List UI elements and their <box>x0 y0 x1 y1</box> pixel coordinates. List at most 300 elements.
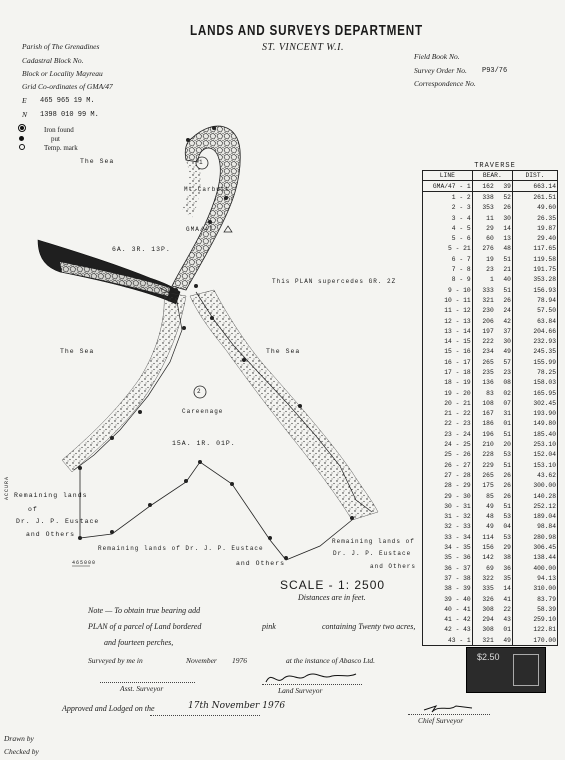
traverse-distance: 261.51 <box>512 192 557 203</box>
traverse-distance: 170.00 <box>512 635 557 646</box>
traverse-distance: 83.79 <box>512 594 557 604</box>
traverse-bearing-min: 40 <box>503 276 511 284</box>
approved-label: Approved and Lodged on the <box>62 704 155 713</box>
traverse-bearing-min: 13 <box>503 235 511 243</box>
legend-put: put <box>18 135 78 144</box>
traverse-bearing-deg: 228 <box>482 451 494 459</box>
traverse-bearing-deg: 11 <box>486 214 494 222</box>
traverse-bearing-deg: 234 <box>482 348 494 356</box>
traverse-bearing-deg: 167 <box>482 410 494 418</box>
survey-point <box>184 479 188 483</box>
table-row <box>423 501 558 511</box>
table-row <box>423 223 558 233</box>
survey-point <box>224 196 228 200</box>
traverse-distance: 310.00 <box>512 584 557 594</box>
traverse-distance: 29.40 <box>512 233 557 243</box>
traverse-line: 14 - 15 <box>423 336 473 346</box>
traverse-bearing-min: 26 <box>503 204 511 212</box>
traverse-distance: 259.10 <box>512 614 557 624</box>
traverse-bearing-deg: 60 <box>486 235 494 243</box>
traverse-line: 4 - 5 <box>423 223 473 233</box>
traverse-line: 17 - 18 <box>423 367 473 377</box>
traverse-distance: 353.28 <box>512 275 557 285</box>
survey-order-line: Survey Order No. <box>414 66 467 75</box>
traverse-bearing-deg: 83 <box>486 389 494 397</box>
mt-carbutt-label: Mt.Carbutt <box>184 186 231 193</box>
table-row <box>423 512 558 522</box>
legend-iron-found: Iron found <box>18 124 78 135</box>
survey-year: 1976 <box>232 656 247 665</box>
traverse-bearing-min: 51 <box>503 502 511 510</box>
traverse-distance: 280.98 <box>512 532 557 542</box>
traverse-distance: 191.75 <box>512 264 557 274</box>
traverse-line: 12 - 13 <box>423 316 473 326</box>
traverse-distance: 78.94 <box>512 295 557 305</box>
traverse-distance: 19.87 <box>512 223 557 233</box>
survey-point <box>198 460 202 464</box>
traverse-bearing-min: 49 <box>503 348 511 356</box>
traverse-distance: 117.65 <box>512 244 557 254</box>
survey-point <box>210 316 214 320</box>
col-line: LINE <box>423 171 473 181</box>
northing-value: 1398 010 99 M. <box>40 111 99 119</box>
gma-triangle-icon <box>224 226 232 232</box>
traverse-line: 35 - 36 <box>423 553 473 563</box>
traverse-bearing-deg: 136 <box>482 379 494 387</box>
col-distance: DIST. <box>512 171 557 181</box>
traverse-bearing-deg: 48 <box>486 513 494 521</box>
traverse-bearing-min: 14 <box>503 585 511 593</box>
traverse-distance: 185.40 <box>512 429 557 439</box>
traverse-line: 3 - 4 <box>423 213 473 223</box>
traverse-bearing-min: 20 <box>503 441 511 449</box>
careenage-label: Careenage <box>182 408 224 415</box>
traverse-distance: 26.35 <box>512 213 557 223</box>
traverse-bearing-deg: 326 <box>482 595 494 603</box>
survey-point <box>78 466 82 470</box>
traverse-bearing-min: 04 <box>503 523 511 531</box>
correspondence-line: Correspondence No. <box>414 79 476 88</box>
stipple-east-arm <box>190 290 378 520</box>
traverse-bearing-deg: 353 <box>482 204 494 212</box>
traverse-bearing-min: 48 <box>503 245 511 253</box>
traverse-body <box>423 181 558 646</box>
table-row <box>423 347 558 357</box>
rocky-coast-north <box>172 126 240 290</box>
traverse-bearing-deg: 308 <box>482 605 494 613</box>
traverse-distance: 204.66 <box>512 326 557 336</box>
traverse-bearing-deg: 69 <box>486 564 494 572</box>
col-bearing: BEAR. <box>472 171 512 181</box>
easting-value: 465 965 19 M. <box>40 97 95 105</box>
block-line: Block or Locality Mayreau <box>22 69 103 78</box>
traverse-bearing-min: 26 <box>503 296 511 304</box>
remaining-right-2: Dr. J. P. Eustace <box>333 550 412 557</box>
traverse-bearing-deg: 235 <box>482 368 494 376</box>
traverse-bearing-min: 37 <box>503 327 511 335</box>
traverse-bearing-deg: 196 <box>482 430 494 438</box>
traverse-bearing-deg: 49 <box>486 523 494 531</box>
surveyed-by: Surveyed by me in <box>88 656 143 665</box>
traverse-line: 43 - 1 <box>423 635 473 646</box>
traverse-bearing-deg: 229 <box>482 461 494 469</box>
grid-line: Grid Co-ordinates of GMA/47 <box>22 82 113 91</box>
traverse-distance: 253.10 <box>512 439 557 449</box>
survey-point <box>148 503 152 507</box>
table-row <box>423 429 558 439</box>
table-row <box>423 439 558 449</box>
traverse-distance: 156.93 <box>512 285 557 295</box>
traverse-bearing-min: 41 <box>503 595 511 603</box>
traverse-bearing-min: 39 <box>495 181 513 192</box>
traverse-line: 29 - 30 <box>423 491 473 501</box>
table-row <box>423 367 558 377</box>
traverse-bearing-deg: 114 <box>482 533 494 541</box>
traverse-distance: 94.13 <box>512 573 557 583</box>
table-row <box>423 357 558 367</box>
table-row <box>423 584 558 594</box>
traverse-line: GMA/47 - 1 <box>423 181 473 192</box>
table-row <box>423 635 558 646</box>
remaining-left-4: and Others <box>26 531 76 538</box>
traverse-bearing-min: 02 <box>503 389 511 397</box>
table-row <box>423 192 558 203</box>
traverse-line: 38 - 39 <box>423 584 473 594</box>
traverse-distance: 153.10 <box>512 460 557 470</box>
traverse-distance: 252.12 <box>512 501 557 511</box>
table-row <box>423 563 558 573</box>
traverse-bearing-min: 42 <box>503 317 511 325</box>
traverse-bearing-min: 57 <box>503 358 511 366</box>
traverse-grid <box>422 170 558 646</box>
traverse-bearing-min: 30 <box>503 214 511 222</box>
parish-line: Parish of The Grenadines <box>22 42 100 51</box>
traverse-bearing-min: 53 <box>503 533 511 541</box>
traverse-bearing-deg: 222 <box>482 338 494 346</box>
parcel-1-number: 1 <box>199 159 204 166</box>
traverse-bearing-deg: 335 <box>482 585 494 593</box>
traverse-bearing-deg: 186 <box>482 420 494 428</box>
traverse-bearing-min: 53 <box>503 451 511 459</box>
traverse-bearing-deg: 206 <box>482 317 494 325</box>
supercede-note: This PLAN supercedes GR. 2Z <box>272 278 397 285</box>
traverse-bearing-min: 22 <box>503 605 511 613</box>
traverse-line: 5 - 6 <box>423 233 473 243</box>
traverse-distance: 189.04 <box>512 512 557 522</box>
traverse-line: 1 - 2 <box>423 192 473 203</box>
traverse-distance: 63.84 <box>512 316 557 326</box>
traverse-bearing-deg: 294 <box>482 616 494 624</box>
survey-point <box>110 530 114 534</box>
traverse-distance: 58.39 <box>512 604 557 614</box>
traverse-bearing-deg: 156 <box>482 544 494 552</box>
traverse-bearing-min: 24 <box>503 307 511 315</box>
asst-surveyor-line <box>100 682 195 683</box>
traverse-distance: 300.00 <box>512 481 557 491</box>
table-row <box>423 614 558 624</box>
traverse-distance: 663.14 <box>512 181 557 192</box>
traverse-bearing-min: 43 <box>503 616 511 624</box>
survey-order-value: P93/76 <box>482 67 508 75</box>
table-row <box>423 625 558 635</box>
traverse-distance: 152.04 <box>512 450 557 460</box>
traverse-bearing-min: 14 <box>503 224 511 232</box>
traverse-line: 24 - 25 <box>423 439 473 449</box>
table-row <box>423 233 558 243</box>
traverse-line: 6 - 7 <box>423 254 473 264</box>
survey-instance: at the instance of Abasco Ltd. <box>286 656 376 665</box>
traverse-bearing-min: 07 <box>503 399 511 407</box>
traverse-distance: 193.90 <box>512 409 557 419</box>
asst-surveyor-label: Asst. Surveyor <box>120 684 164 693</box>
traverse-bearing-deg: 322 <box>482 574 494 582</box>
traverse-line: 16 - 17 <box>423 357 473 367</box>
parcel-1-area: 6A. 3R. 13P. <box>112 246 171 253</box>
survey-month: November <box>186 656 217 665</box>
note-line-2c: containing Twenty two acres, <box>322 622 416 631</box>
traverse-bearing-deg: 338 <box>482 193 494 201</box>
checked-by-label: Checked by <box>4 747 39 756</box>
traverse-line: 11 - 12 <box>423 306 473 316</box>
traverse-bearing-deg: 230 <box>482 307 494 315</box>
survey-point <box>268 536 272 540</box>
table-row <box>423 264 558 274</box>
table-row <box>423 203 558 213</box>
traverse-bearing-min: 51 <box>503 430 511 438</box>
traverse-bearing-min: 35 <box>503 574 511 582</box>
traverse-bearing-deg: 108 <box>482 399 494 407</box>
table-row <box>423 419 558 429</box>
traverse-line: 10 - 11 <box>423 295 473 305</box>
table-row <box>423 542 558 552</box>
table-row <box>423 254 558 264</box>
traverse-bearing-deg: 23 <box>486 266 494 274</box>
traverse-bearing-deg: 265 <box>482 471 494 479</box>
traverse-bearing-deg: 19 <box>486 255 494 263</box>
traverse-bearing-deg: 85 <box>486 492 494 500</box>
traverse-distance: 400.00 <box>512 563 557 573</box>
survey-point <box>78 536 82 540</box>
traverse-distance: 78.25 <box>512 367 557 377</box>
table-row <box>423 213 558 223</box>
traverse-line: 30 - 31 <box>423 501 473 511</box>
note-line-2b: pink <box>262 622 276 631</box>
traverse-bearing-min: 26 <box>503 492 511 500</box>
survey-point <box>298 404 302 408</box>
traverse-line: 28 - 29 <box>423 481 473 491</box>
survey-point <box>174 288 178 292</box>
survey-point <box>182 326 186 330</box>
traverse-distance: 122.81 <box>512 625 557 635</box>
parcel-2-area: 15A. 1R. 01P. <box>172 440 236 447</box>
traverse-bearing-min: 51 <box>503 461 511 469</box>
stamp-emblem-icon <box>513 654 539 686</box>
approved-date: 17th November 1976 <box>188 701 286 711</box>
and-others-mid: and Others <box>236 560 286 567</box>
traverse-line: 34 - 35 <box>423 542 473 552</box>
page-subtitle: ST. VINCENT W.I. <box>262 42 344 53</box>
traverse-line: 27 - 28 <box>423 470 473 480</box>
traverse-bearing-deg: 321 <box>482 296 494 304</box>
table-row <box>423 522 558 532</box>
table-row <box>423 553 558 563</box>
survey-point <box>230 482 234 486</box>
approved-line <box>150 715 260 716</box>
traverse-bearing-deg: 210 <box>482 441 494 449</box>
table-row <box>423 326 558 336</box>
traverse-line: 13 - 14 <box>423 326 473 336</box>
revenue-stamp <box>466 647 546 693</box>
traverse-line: 42 - 43 <box>423 625 473 635</box>
traverse-distance: 49.60 <box>512 203 557 213</box>
table-row <box>423 316 558 326</box>
traverse-distance: 302.45 <box>512 398 557 408</box>
traverse-bearing-deg: 276 <box>482 245 494 253</box>
traverse-bearing-deg: 162 <box>472 181 495 192</box>
traverse-bearing-min: 52 <box>503 193 511 201</box>
table-row <box>423 378 558 388</box>
traverse-line: 32 - 33 <box>423 522 473 532</box>
traverse-bearing-min: 08 <box>503 379 511 387</box>
traverse-line: 5 - 21 <box>423 244 473 254</box>
survey-point <box>138 410 142 414</box>
traverse-bearing-min: 36 <box>503 564 511 572</box>
traverse-distance: 158.03 <box>512 378 557 388</box>
note-line-2a: PLAN of a parcel of Land bordered <box>88 622 202 631</box>
sea-label-right: The Sea <box>266 348 301 355</box>
traverse-bearing-min: 30 <box>503 338 511 346</box>
page-title: LANDS AND SURVEYS DEPARTMENT <box>190 22 423 39</box>
coord-left-label: 465000 <box>72 560 97 566</box>
traverse-line: 39 - 40 <box>423 594 473 604</box>
traverse-line: 33 - 34 <box>423 532 473 542</box>
traverse-distance: 149.80 <box>512 419 557 429</box>
traverse-line: 2 - 3 <box>423 203 473 213</box>
table-row <box>423 295 558 305</box>
note-line-1: Note — To obtain true bearing add <box>88 606 201 615</box>
table-row <box>423 388 558 398</box>
sea-label-top: The Sea <box>80 158 115 165</box>
traverse-line: 26 - 27 <box>423 460 473 470</box>
survey-point <box>194 284 198 288</box>
table-row <box>423 604 558 614</box>
traverse-line: 20 - 21 <box>423 398 473 408</box>
traverse-bearing-deg: 321 <box>482 636 494 644</box>
traverse-distance: 140.28 <box>512 491 557 501</box>
scale-label: SCALE - 1: 2500 <box>280 578 386 592</box>
traverse-line: 40 - 41 <box>423 604 473 614</box>
table-row <box>423 409 558 419</box>
traverse-bearing-min: 26 <box>503 471 511 479</box>
drawn-by-label: Drawn by <box>4 734 34 743</box>
traverse-line: 37 - 38 <box>423 573 473 583</box>
remaining-left-2: of <box>28 506 38 513</box>
traverse-bearing-deg: 175 <box>482 482 494 490</box>
table-row <box>423 532 558 542</box>
table-row <box>423 450 558 460</box>
traverse-line: 18 - 19 <box>423 378 473 388</box>
survey-point <box>242 358 246 362</box>
chief-surveyor-label: Chief Surveyor <box>418 716 464 725</box>
land-surveyor-signature <box>262 668 362 688</box>
table-row <box>423 573 558 583</box>
traverse-bearing-deg: 49 <box>486 502 494 510</box>
traverse-distance: 306.45 <box>512 542 557 552</box>
traverse-bearing-deg: 333 <box>482 286 494 294</box>
table-row <box>423 398 558 408</box>
traverse-line: 23 - 24 <box>423 429 473 439</box>
traverse-distance: 138.44 <box>512 553 557 563</box>
table-row <box>423 181 558 192</box>
northing-label: N <box>22 110 28 119</box>
survey-point <box>208 220 212 224</box>
gma-label: GMA/47 <box>186 226 214 233</box>
traverse-bearing-deg: 29 <box>486 224 494 232</box>
traverse-bearing-min: 51 <box>503 255 511 263</box>
survey-point <box>212 126 216 130</box>
traverse-bearing-min: 01 <box>503 420 511 428</box>
table-row <box>423 460 558 470</box>
traverse-distance: 155.99 <box>512 357 557 367</box>
traverse-bearing-deg: 308 <box>482 626 494 634</box>
traverse-line: 25 - 26 <box>423 450 473 460</box>
traverse-bearing-min: 49 <box>503 636 511 644</box>
traverse-distance: 119.58 <box>512 254 557 264</box>
table-row <box>423 336 558 346</box>
traverse-bearing-min: 38 <box>503 554 511 562</box>
traverse-line: 41 - 42 <box>423 614 473 624</box>
table-row <box>423 481 558 491</box>
traverse-distance: 57.50 <box>512 306 557 316</box>
cadastral-line: Cadastral Block No. <box>22 56 84 65</box>
traverse-line: 7 - 8 <box>423 264 473 274</box>
traverse-bearing-min: 26 <box>503 482 511 490</box>
traverse-distance: 232.93 <box>512 336 557 346</box>
traverse-caption: TRAVERSE <box>474 162 516 170</box>
easting-label: E <box>22 96 27 105</box>
chief-surveyor-line <box>408 714 490 715</box>
traverse-bearing-deg: 265 <box>482 358 494 366</box>
traverse-distance: 98.84 <box>512 522 557 532</box>
survey-point <box>110 436 114 440</box>
table-row <box>423 470 558 480</box>
traverse-bearing-deg: 1 <box>489 276 494 284</box>
distance-units: Distances are in feet. <box>298 593 366 602</box>
survey-point <box>350 516 354 520</box>
remaining-bottom: Remaining lands of Dr. J. P. Eustace <box>98 545 264 552</box>
traverse-bearing-min: 53 <box>503 513 511 521</box>
traverse-distance: 165.95 <box>512 388 557 398</box>
table-row <box>423 285 558 295</box>
traverse-line: 19 - 20 <box>423 388 473 398</box>
table-row <box>423 275 558 285</box>
parcel-2-number: 2 <box>197 388 202 395</box>
traverse-line: 21 - 22 <box>423 409 473 419</box>
traverse-line: 9 - 10 <box>423 285 473 295</box>
remaining-left-3: Dr. J. P. Eustace <box>16 518 100 525</box>
remaining-right-1: Remaining lands of <box>332 538 415 545</box>
traverse-distance: 43.62 <box>512 470 557 480</box>
traverse-distance: 245.35 <box>512 347 557 357</box>
legend-temp-mark: Temp. mark <box>18 144 78 153</box>
note-line-3: and fourteen perches, <box>104 638 174 647</box>
land-surveyor-line <box>262 684 362 685</box>
remaining-left-1: Remaining lands <box>14 492 88 499</box>
field-book-line: Field Book No. <box>414 52 460 61</box>
traverse-bearing-min: 01 <box>503 626 511 634</box>
traverse-bearing-min: 23 <box>503 368 511 376</box>
traverse-bearing-min: 21 <box>503 266 511 274</box>
